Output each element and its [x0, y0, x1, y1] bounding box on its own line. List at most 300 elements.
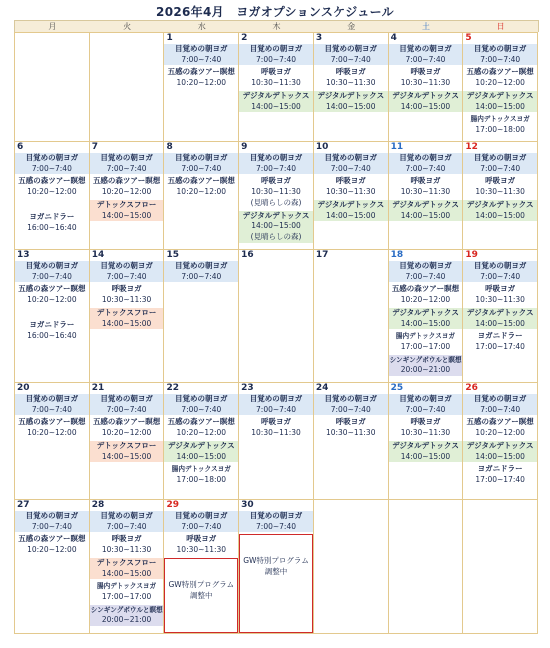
gw-program-status: 調整中 [190, 590, 213, 600]
event-time: 7:00~7:40 [480, 404, 521, 414]
day-number: 6 [17, 142, 24, 152]
event-name: デジタルデトックス [466, 199, 534, 209]
event-time: 7:00~7:40 [330, 54, 371, 64]
event-name: 目覚めの朝ヨガ [100, 261, 153, 270]
event-name: 目覚めの朝ヨガ [249, 511, 303, 520]
event-block[interactable] [164, 394, 238, 415]
event-name: 目覚めの朝ヨガ [25, 511, 79, 520]
event-block[interactable] [90, 394, 164, 415]
event-name: 五感の森ツアー瞑想 [18, 284, 86, 294]
weekday-label: 火 [123, 22, 132, 31]
event-block[interactable] [389, 308, 463, 329]
event-block[interactable] [389, 417, 463, 438]
day-number: 9 [241, 142, 248, 152]
event-name: デジタルデトックス [167, 440, 235, 450]
event-block[interactable] [389, 176, 463, 197]
event-block[interactable] [463, 284, 537, 305]
day-cell[interactable] [90, 500, 165, 634]
day-cell [389, 500, 464, 634]
event-time: 7:00~7:40 [480, 271, 521, 281]
event-block[interactable] [389, 284, 463, 305]
event-time: 14:00~15:00 [325, 210, 376, 220]
event-block[interactable] [314, 153, 388, 174]
event-time: 14:00~15:00 [101, 451, 152, 461]
event-block[interactable] [389, 394, 463, 415]
event-time: 7:00~7:40 [31, 521, 72, 531]
day-number: 24 [315, 383, 329, 393]
event-block[interactable] [90, 284, 164, 305]
event-time: 7:00~7:40 [181, 271, 222, 281]
event-time: 10:20~12:00 [27, 545, 77, 555]
event-block[interactable] [463, 44, 537, 65]
event-name: 呼吸ヨガ [410, 417, 441, 427]
event-name: 呼吸ヨガ [485, 176, 516, 186]
event-block[interactable] [239, 211, 313, 243]
event-block[interactable] [164, 417, 238, 438]
day-cell[interactable] [90, 250, 165, 383]
event-name: デトックスフロー [96, 307, 157, 317]
day-cell[interactable] [389, 142, 464, 250]
event-name: 腸内デトックスヨガ [97, 582, 157, 591]
weekday-label: 水 [197, 22, 206, 31]
event-name: 目覚めの朝ヨガ [249, 394, 303, 403]
event-name: デジタルデトックス [392, 90, 459, 100]
event-time: 10:30~11:30 [325, 78, 376, 88]
event-time: 14:00~15:00 [101, 568, 152, 578]
event-block[interactable] [164, 261, 238, 282]
event-time: 7:00~7:40 [106, 271, 147, 281]
day-number: 17 [315, 250, 329, 260]
day-cell[interactable] [389, 383, 464, 500]
event-block[interactable] [164, 511, 238, 532]
weekday-label: 月 [48, 22, 57, 31]
event-name: デジタルデトックス [242, 210, 310, 220]
event-time: 7:00~7:40 [330, 163, 371, 173]
event-block[interactable] [239, 153, 313, 174]
event-name: 目覚めの朝ヨガ [25, 394, 79, 403]
event-block[interactable] [15, 417, 89, 438]
day-cell[interactable] [164, 250, 239, 383]
event-block[interactable] [15, 153, 89, 174]
gw-program-label: GW特別プログラム [168, 579, 235, 589]
day-number: 28 [91, 500, 105, 510]
event-name: デジタルデトックス [466, 90, 534, 100]
event-name: デジタルデトックス [317, 90, 385, 100]
spacer [15, 200, 89, 212]
event-name: 呼吸ヨガ [186, 534, 217, 544]
event-time: 10:20~12:00 [27, 428, 77, 438]
event-time: 14:00~15:00 [251, 221, 301, 231]
event-time: 17:00~17:00 [101, 591, 152, 601]
event-name: デジタルデトックス [392, 440, 459, 450]
week-row [15, 33, 538, 142]
day-cell[interactable] [164, 500, 239, 634]
event-name: 呼吸ヨガ [410, 67, 441, 77]
day-number [389, 500, 463, 511]
event-block[interactable] [389, 91, 463, 112]
event-time: 7:00~7:40 [256, 54, 296, 64]
event-block[interactable] [239, 417, 313, 438]
day-number: 27 [17, 500, 30, 510]
event-block[interactable] [389, 441, 463, 462]
day-number [463, 500, 537, 511]
event-block[interactable] [463, 200, 537, 221]
event-block[interactable] [164, 44, 238, 65]
event-block[interactable] [239, 511, 313, 532]
event-time: 17:00~18:00 [475, 124, 525, 134]
event-name: 五感の森ツアー瞑想 [92, 417, 161, 427]
event-name: 目覚めの朝ヨガ [100, 394, 153, 403]
event-block[interactable] [15, 394, 89, 415]
day-number [90, 33, 164, 44]
day-cell[interactable] [239, 500, 314, 634]
event-block[interactable] [164, 441, 238, 462]
event-time: 7:00~7:40 [181, 163, 222, 173]
gw-program-box[interactable] [239, 534, 313, 633]
event-name: 呼吸ヨガ [410, 176, 441, 186]
gw-program-label: GW特別プログラム [243, 556, 309, 566]
event-name: 五感の森ツアー瞑想 [167, 67, 235, 77]
event-block[interactable] [15, 511, 89, 532]
event-name: デジタルデトックス [392, 307, 459, 317]
event-location-note: (見晴らしの森) [250, 197, 302, 207]
event-time: 7:00~7:40 [480, 54, 521, 64]
event-location-note: (見晴らしの森) [250, 231, 302, 241]
event-block[interactable] [90, 534, 164, 555]
event-block[interactable] [15, 320, 89, 341]
event-time: 7:00~7:40 [31, 271, 72, 281]
event-time: 17:00~18:00 [176, 474, 227, 484]
event-block[interactable] [463, 261, 537, 282]
day-number: 13 [17, 250, 30, 260]
event-time: 7:00~7:40 [330, 404, 371, 414]
day-cell[interactable] [463, 33, 538, 142]
event-block[interactable] [389, 44, 463, 65]
day-cell[interactable] [314, 33, 389, 142]
week-row [15, 500, 538, 634]
event-block[interactable] [463, 331, 537, 352]
event-name: 呼吸ヨガ [335, 176, 366, 186]
event-block[interactable] [90, 511, 164, 532]
event-block[interactable] [314, 44, 388, 65]
event-block[interactable] [15, 212, 89, 233]
day-cell[interactable] [90, 383, 165, 500]
event-block[interactable] [90, 605, 164, 626]
event-time: 7:00~7:40 [480, 163, 521, 173]
day-cell[interactable] [239, 142, 314, 250]
event-block[interactable] [164, 464, 238, 485]
event-block[interactable] [314, 176, 388, 197]
event-block[interactable] [314, 394, 388, 415]
event-name: 目覚めの朝ヨガ [473, 261, 527, 270]
day-number: 5 [465, 33, 472, 43]
weekday-header [14, 20, 539, 32]
day-cell[interactable] [463, 142, 538, 250]
event-name: 五感の森ツアー瞑想 [18, 176, 86, 186]
event-block[interactable] [239, 44, 313, 65]
event-block[interactable] [90, 200, 164, 221]
event-block[interactable] [90, 417, 164, 438]
day-cell[interactable] [164, 383, 239, 500]
day-cell [15, 33, 90, 142]
event-time: 10:30~11:30 [251, 187, 301, 197]
gw-program-box[interactable] [164, 558, 238, 633]
event-time: 7:00~7:40 [181, 521, 222, 531]
day-cell[interactable] [463, 250, 538, 383]
event-block[interactable] [15, 284, 89, 305]
event-block[interactable] [15, 534, 89, 555]
event-block[interactable] [90, 308, 164, 329]
event-time: 7:00~7:40 [256, 521, 296, 531]
event-time: 7:00~7:40 [106, 163, 147, 173]
event-time: 10:30~11:30 [400, 78, 451, 88]
event-time: 10:30~11:30 [176, 545, 227, 555]
event-time: 10:20~12:00 [400, 295, 451, 305]
event-block[interactable] [164, 153, 238, 174]
event-time: 10:30~11:30 [251, 428, 301, 438]
event-time: 7:00~7:40 [31, 163, 72, 173]
event-block[interactable] [314, 91, 388, 112]
event-name: デジタルデトックス [392, 199, 459, 209]
day-cell[interactable] [164, 33, 239, 142]
event-name: デジタルデトックス [466, 307, 534, 317]
event-time: 14:00~15:00 [475, 318, 525, 328]
event-name: 目覚めの朝ヨガ [249, 153, 303, 162]
day-number: 10 [315, 142, 329, 152]
event-time: 16:00~16:40 [27, 222, 77, 232]
event-name: 目覚めの朝ヨガ [399, 44, 452, 53]
day-number: 25 [390, 383, 404, 393]
event-time: 7:00~7:40 [256, 163, 296, 173]
event-time: 10:20~12:00 [27, 187, 77, 197]
event-time: 20:00~21:00 [101, 615, 152, 625]
event-name: 五感の森ツアー瞑想 [18, 417, 86, 427]
event-name: 目覚めの朝ヨガ [175, 44, 228, 53]
event-block[interactable] [463, 441, 537, 462]
event-name: ヨガニドラー [477, 464, 523, 474]
event-time: 14:00~15:00 [400, 318, 451, 328]
day-number: 30 [241, 500, 254, 510]
event-block[interactable] [239, 176, 313, 208]
event-name: 目覚めの朝ヨガ [175, 511, 228, 520]
day-cell[interactable] [463, 383, 538, 500]
event-name: 目覚めの朝ヨガ [175, 394, 228, 403]
event-name: 五感の森ツアー瞑想 [466, 417, 534, 427]
event-time: 7:00~7:40 [405, 271, 446, 281]
event-name: デジタルデトックス [466, 440, 534, 450]
event-block[interactable] [389, 67, 463, 88]
event-time: 14:00~15:00 [251, 101, 301, 111]
day-cell[interactable] [239, 383, 314, 500]
event-name: 腸内デトックスヨガ [470, 115, 530, 124]
weekday-label: 金 [347, 22, 356, 31]
event-block[interactable] [239, 394, 313, 415]
event-block[interactable] [463, 91, 537, 112]
day-number: 21 [91, 383, 105, 393]
event-name: 呼吸ヨガ [335, 417, 366, 427]
day-number: 15 [166, 250, 179, 260]
event-name: 呼吸ヨガ [485, 284, 516, 294]
event-name: 目覚めの朝ヨガ [175, 261, 228, 270]
event-block[interactable] [90, 176, 164, 197]
event-block[interactable] [164, 534, 238, 555]
event-name: デジタルデトックス [242, 90, 310, 100]
event-block[interactable] [463, 308, 537, 329]
event-block[interactable] [463, 67, 537, 88]
event-block[interactable] [164, 176, 238, 197]
event-block[interactable] [239, 91, 313, 112]
event-time: 14:00~15:00 [475, 451, 525, 461]
event-block[interactable] [389, 153, 463, 174]
event-block[interactable] [463, 153, 537, 174]
event-name: 目覚めの朝ヨガ [175, 153, 228, 162]
event-time: 10:20~12:00 [101, 428, 152, 438]
event-time: 10:30~11:30 [325, 187, 376, 197]
event-block[interactable] [314, 200, 388, 221]
event-block[interactable] [239, 67, 313, 88]
event-time: 10:30~11:30 [475, 187, 525, 197]
event-name: 目覚めの朝ヨガ [399, 153, 452, 162]
event-name: 五感の森ツアー瞑想 [466, 67, 534, 77]
event-name: 五感の森ツアー瞑想 [18, 534, 86, 544]
event-time: 10:20~12:00 [27, 295, 77, 305]
event-block[interactable] [389, 200, 463, 221]
spacer [15, 308, 89, 320]
day-cell[interactable] [389, 33, 464, 142]
day-cell[interactable] [389, 250, 464, 383]
day-number [314, 500, 388, 511]
day-number: 19 [465, 250, 478, 260]
event-time: 7:00~7:40 [405, 54, 446, 64]
day-number: 14 [91, 250, 105, 260]
event-name: 目覚めの朝ヨガ [399, 261, 452, 270]
event-time: 10:30~11:30 [325, 428, 376, 438]
day-number: 12 [465, 142, 478, 152]
event-time: 14:00~15:00 [475, 101, 525, 111]
event-block[interactable] [463, 394, 537, 415]
day-cell [463, 500, 538, 634]
day-number: 18 [390, 250, 404, 260]
event-name: デトックスフロー [96, 440, 157, 450]
day-cell[interactable] [15, 500, 90, 634]
day-cell[interactable] [314, 250, 389, 383]
event-block[interactable] [164, 67, 238, 88]
day-number [15, 33, 89, 44]
event-block[interactable] [314, 67, 388, 88]
day-number: 29 [166, 500, 179, 510]
day-cell[interactable] [15, 383, 90, 500]
day-cell[interactable] [164, 142, 239, 250]
event-name: 目覚めの朝ヨガ [100, 153, 153, 162]
event-time: 7:00~7:40 [256, 404, 296, 414]
event-time: 10:30~11:30 [475, 295, 525, 305]
day-cell[interactable] [90, 142, 165, 250]
event-block[interactable] [389, 261, 463, 282]
event-name: 目覚めの朝ヨガ [473, 153, 527, 162]
event-name: 五感の森ツアー瞑想 [92, 176, 161, 186]
day-cell[interactable] [314, 142, 389, 250]
event-name: デジタルデトックス [317, 199, 385, 209]
day-number: 16 [241, 250, 254, 260]
event-time: 10:30~11:30 [101, 295, 152, 305]
day-cell[interactable] [239, 33, 314, 142]
day-number: 20 [17, 383, 30, 393]
event-block[interactable] [463, 176, 537, 197]
event-block[interactable] [90, 581, 164, 602]
event-name: 目覚めの朝ヨガ [25, 261, 79, 270]
day-number: 3 [315, 33, 323, 43]
event-name: ヨガニドラー [29, 211, 75, 221]
event-block[interactable] [463, 464, 537, 485]
event-name: 目覚めの朝ヨガ [399, 394, 452, 403]
event-name: ヨガニドラー [477, 331, 523, 341]
event-block[interactable] [314, 417, 388, 438]
event-name: デトックスフロー [96, 199, 157, 209]
event-time: 14:00~15:00 [400, 451, 451, 461]
event-name: 呼吸ヨガ [261, 176, 292, 186]
weekday-label: 木 [272, 22, 281, 31]
event-block[interactable] [90, 153, 164, 174]
day-number: 23 [241, 383, 254, 393]
event-block[interactable] [15, 176, 89, 197]
event-name: 腸内デトックスヨガ [171, 465, 231, 474]
event-block[interactable] [463, 114, 537, 135]
event-name: 目覚めの朝ヨガ [324, 394, 377, 403]
event-time: 20:00~21:00 [400, 365, 451, 375]
event-time: 17:00~17:00 [400, 341, 451, 351]
event-name: シンギングボウルと瞑想 [389, 355, 462, 364]
event-time: 7:00~7:40 [405, 404, 446, 414]
event-name: 五感の森ツアー瞑想 [391, 284, 460, 294]
event-time: 14:00~15:00 [101, 318, 152, 328]
day-number: 4 [390, 33, 397, 43]
event-name: 目覚めの朝ヨガ [324, 44, 377, 53]
event-name: 目覚めの朝ヨガ [324, 153, 377, 162]
event-name: 目覚めの朝ヨガ [249, 44, 303, 53]
event-name: 五感の森ツアー瞑想 [167, 176, 235, 186]
event-name: 呼吸ヨガ [261, 417, 292, 427]
event-time: 14:00~15:00 [101, 210, 152, 220]
event-block[interactable] [90, 558, 164, 579]
week-row [15, 250, 538, 383]
day-cell[interactable] [314, 383, 389, 500]
event-time: 14:00~15:00 [176, 451, 227, 461]
event-name: 目覚めの朝ヨガ [25, 153, 79, 162]
event-block[interactable] [389, 331, 463, 352]
event-name: シンギングボウルと瞑想 [90, 605, 163, 614]
day-cell[interactable] [239, 250, 314, 383]
calendar-grid [14, 32, 538, 634]
event-time: 10:30~11:30 [400, 187, 451, 197]
event-name: デトックスフロー [96, 557, 157, 567]
event-time: 7:00~7:40 [106, 404, 147, 414]
event-block[interactable] [463, 417, 537, 438]
event-time: 10:20~12:00 [176, 78, 227, 88]
page-title: 2026年4月 ヨガオプションスケジュール [156, 5, 394, 19]
day-cell[interactable] [15, 142, 90, 250]
event-time: 7:00~7:40 [181, 404, 222, 414]
event-time: 10:30~11:30 [251, 78, 301, 88]
event-block[interactable] [90, 261, 164, 282]
day-number: 8 [166, 142, 173, 152]
week-row [15, 142, 538, 250]
day-cell[interactable] [15, 250, 90, 383]
event-time: 10:20~12:00 [176, 187, 227, 197]
event-name: 呼吸ヨガ [261, 67, 292, 77]
event-block[interactable] [15, 261, 89, 282]
event-block[interactable] [389, 355, 463, 376]
event-block[interactable] [90, 441, 164, 462]
